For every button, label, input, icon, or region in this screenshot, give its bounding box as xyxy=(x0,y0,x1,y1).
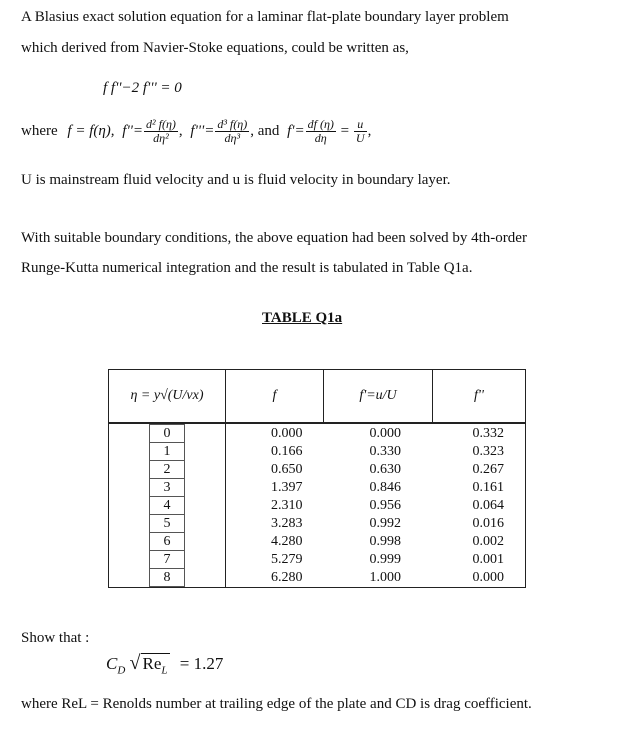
cd-symbol: C xyxy=(106,654,118,673)
cell-f-double-prime: 0.002 xyxy=(433,532,526,550)
table-row xyxy=(109,442,526,460)
cell-eta xyxy=(109,496,226,514)
cell-f-double-prime: 0.001 xyxy=(433,550,526,568)
cell-eta xyxy=(109,568,226,588)
cell-f-prime: 0.000 xyxy=(369,425,401,441)
table-row xyxy=(109,514,526,532)
result-equation xyxy=(106,652,223,676)
cell-f: 5.279 xyxy=(271,551,303,567)
sqrt-sign: √ xyxy=(129,652,141,674)
table-header-row xyxy=(109,370,526,424)
intro-line-2: which derived from Navier-Stoke equations, could be written as, xyxy=(21,40,409,56)
cell-f: 0.166 xyxy=(271,443,303,459)
cell-eta xyxy=(109,550,226,568)
cell-eta xyxy=(109,514,226,532)
result-value: = 1.27 xyxy=(179,654,224,673)
table-row xyxy=(109,496,526,514)
fppp-fraction: $\frac{\text{d³ f(η)}}{\text{dη³}}$ xyxy=(217,117,248,145)
table-row xyxy=(109,478,526,496)
cell-eta xyxy=(109,442,226,460)
cell-f-prime: 0.999 xyxy=(369,551,401,567)
table-row xyxy=(109,550,526,568)
cell-f-prime: 0.998 xyxy=(369,533,401,549)
eta-value: 2 xyxy=(149,460,185,478)
cell-f-prime: 0.992 xyxy=(369,515,401,531)
header-f-prime: f'=u/U xyxy=(324,370,433,424)
cell-f: 3.283 xyxy=(271,515,303,531)
cell-f-double-prime: 0.332 xyxy=(433,423,526,442)
table-row xyxy=(109,568,526,588)
and-word: , and xyxy=(250,122,280,139)
definition-equations: where f = f(η), f''= $\frac{\text{d² f(η)}}{\text{dη²}}$ , f'''= $\frac{\text{d³ f(η)}}{\text{dη³}}$ , and f'= $\frac{df (\eta)}{d\eta}$ = $\frac{u}{U}$ , xyxy=(21,117,372,145)
cell-f-prime: 0.330 xyxy=(369,443,401,459)
header-eta: η = y√(U/νx) xyxy=(109,370,226,424)
fppp-lhs: f'''= xyxy=(190,122,215,139)
eta-value: 8 xyxy=(149,568,185,587)
cell-f-prime: 0.630 xyxy=(369,461,401,477)
cell-f: 2.310 xyxy=(271,497,303,513)
cell-eta xyxy=(109,478,226,496)
eta-value: 1 xyxy=(149,442,185,460)
fpp-fraction: $\frac{\text{d² f(η)}}{\text{dη²}}$ xyxy=(146,117,176,145)
where-prefix: where xyxy=(21,122,58,139)
cell-eta xyxy=(109,423,226,442)
cell-f-double-prime: 0.323 xyxy=(433,442,526,460)
cell-f-prime: 0.956 xyxy=(369,497,401,513)
bc-text-line-1: With suitable boundary conditions, the above equation had been solved by 4th-order xyxy=(21,230,527,246)
cell-f-double-prime: 0.016 xyxy=(433,514,526,532)
footnote: where ReL = Renolds number at trailing edge of the plate and CD is drag coefficient. xyxy=(21,696,532,712)
table-row xyxy=(109,423,526,442)
cell-f-double-prime: 0.161 xyxy=(433,478,526,496)
blasius-table xyxy=(108,369,526,588)
eta-value: 4 xyxy=(149,496,185,514)
cell-f-double-prime: 0.064 xyxy=(433,496,526,514)
table-row xyxy=(109,532,526,550)
eta-value: 7 xyxy=(149,550,185,568)
velocity-definitions: U is mainstream fluid velocity and u is fluid velocity in boundary layer. xyxy=(21,172,451,188)
bc-text-line-2: Runge-Kutta numerical integration and the result is tabulated in Table Q1a. xyxy=(21,260,473,276)
eta-value: 5 xyxy=(149,514,185,532)
table-title: TABLE Q1a xyxy=(262,310,343,326)
blasius-equation: f f''−2 f''' = 0 xyxy=(103,80,182,96)
cell-f: 6.280 xyxy=(226,568,324,588)
cell-f-prime: 1.000 xyxy=(324,568,433,588)
header-f: f xyxy=(226,370,324,424)
show-that-label: Show that : xyxy=(21,630,90,646)
cell-f: 0.000 xyxy=(271,425,303,441)
cell-eta xyxy=(109,460,226,478)
intro-line-1: A Blasius exact solution equation for a laminar flat-plate boundary layer problem xyxy=(21,9,509,25)
cell-f-double-prime: 0.267 xyxy=(433,460,526,478)
cell-f-prime: 0.846 xyxy=(369,479,401,495)
cd-subscript: D xyxy=(117,664,126,677)
fp-lhs: f'= xyxy=(287,122,305,139)
eta-value: 3 xyxy=(149,478,185,496)
eta-value: 0 xyxy=(149,424,185,442)
re-symbol: $Re_L$ xyxy=(142,654,168,677)
cell-f: 1.397 xyxy=(271,479,303,495)
cell-eta xyxy=(109,532,226,550)
header-f-double-prime: f'' xyxy=(433,370,526,424)
table-row xyxy=(109,460,526,478)
fpp-lhs: f''= xyxy=(122,122,144,139)
velocity-ratio: $\frac{u}{U}$ xyxy=(355,117,365,145)
cell-f-double-prime: 0.000 xyxy=(433,568,526,588)
cell-f: 4.280 xyxy=(271,533,303,549)
fp-fraction: $\frac{df (\eta)}{d\eta}$ xyxy=(307,117,334,145)
f-definition: f = f(η), xyxy=(67,122,115,139)
eta-value: 6 xyxy=(149,532,185,550)
cell-f: 0.650 xyxy=(271,461,303,477)
